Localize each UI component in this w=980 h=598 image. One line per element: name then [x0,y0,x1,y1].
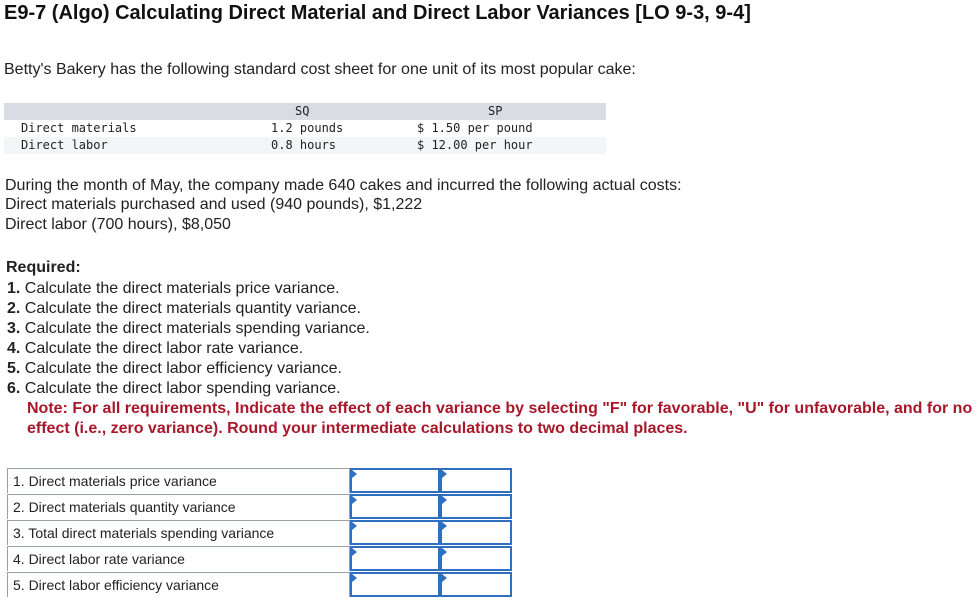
variance-effect-select[interactable] [440,494,512,519]
required-list [7,279,370,399]
variance-effect-select[interactable] [440,468,512,493]
item-number: 6. [7,380,21,397]
header-sp: SP [488,104,503,118]
list-item [7,299,370,319]
variance-effect-select[interactable] [440,546,512,571]
item-number: 4. [7,340,21,357]
row-label: 5. Direct labor efficiency variance [7,572,350,597]
header-sq: SQ [295,104,310,118]
cost-row-labor [4,137,606,154]
item-number: 2. [7,300,21,317]
required-heading: Required: [6,259,81,276]
actuals-line-2: Direct materials purchased and used (940 pounds), $1,222 [5,196,423,213]
variance-amount-input[interactable] [350,520,440,545]
item-text: Calculate the direct materials quantity variance. [24,300,361,317]
variance-amount-input[interactable] [350,468,440,493]
item-number: 1. [7,280,21,297]
variance-amount-input[interactable] [350,494,440,519]
item-text: Calculate the direct labor efficiency variance. [24,360,342,377]
list-item [7,279,370,299]
row-label: 4. Direct labor rate variance [7,546,350,571]
list-item [7,359,370,379]
cost-row-materials [4,120,606,137]
cost-row-sp: $ 12.00 per hour [417,138,533,152]
variance-amount-input[interactable] [350,572,440,597]
item-text: Calculate the direct labor rate variance. [24,340,304,357]
cost-row-sq: 0.8 hours [271,138,337,152]
item-text: Calculate the direct labor spending variance. [24,380,341,397]
cost-row-name: Direct materials [21,121,137,135]
item-text: Calculate the direct materials spending variance. [24,320,370,337]
cost-row-sq: 1.2 pounds [271,121,344,135]
cost-row-sp: $ 1.50 per pound [417,121,533,135]
item-text: Calculate the direct materials price variance. [24,280,340,297]
item-number: 5. [7,360,21,377]
row-label: 3. Total direct materials spending variance [7,520,350,545]
cost-table-header [4,103,606,120]
row-label: 2. Direct materials quantity variance [7,494,350,519]
instructions-note: Note: For all requirements, Indicate the effect of each variance by selecting "F" for favorable, "U" for unfavorable, and for no effect (i.e., zero variance). Round your intermediate calculations to two decimal places. [27,400,973,437]
page-title: E9-7 (Algo) Calculating Direct Material and Direct Labor Variances [LO 9-3, 9-4] [4,2,751,24]
actuals-line-1: During the month of May, the company made 640 cakes and incurred the following actual costs: [5,177,682,194]
list-item [7,379,370,399]
intro-text: Betty's Bakery has the following standard cost sheet for one unit of its most popular cake: [4,61,636,78]
actuals-line-3: Direct labor (700 hours), $8,050 [5,216,231,233]
list-item [7,319,370,339]
variance-amount-input[interactable] [350,546,440,571]
cost-row-name: Direct labor [21,138,108,152]
variance-effect-select[interactable] [440,572,512,597]
variance-effect-select[interactable] [440,520,512,545]
row-label: 1. Direct materials price variance [7,468,350,493]
standard-cost-table [4,103,606,154]
item-number: 3. [7,320,21,337]
list-item [7,339,370,359]
